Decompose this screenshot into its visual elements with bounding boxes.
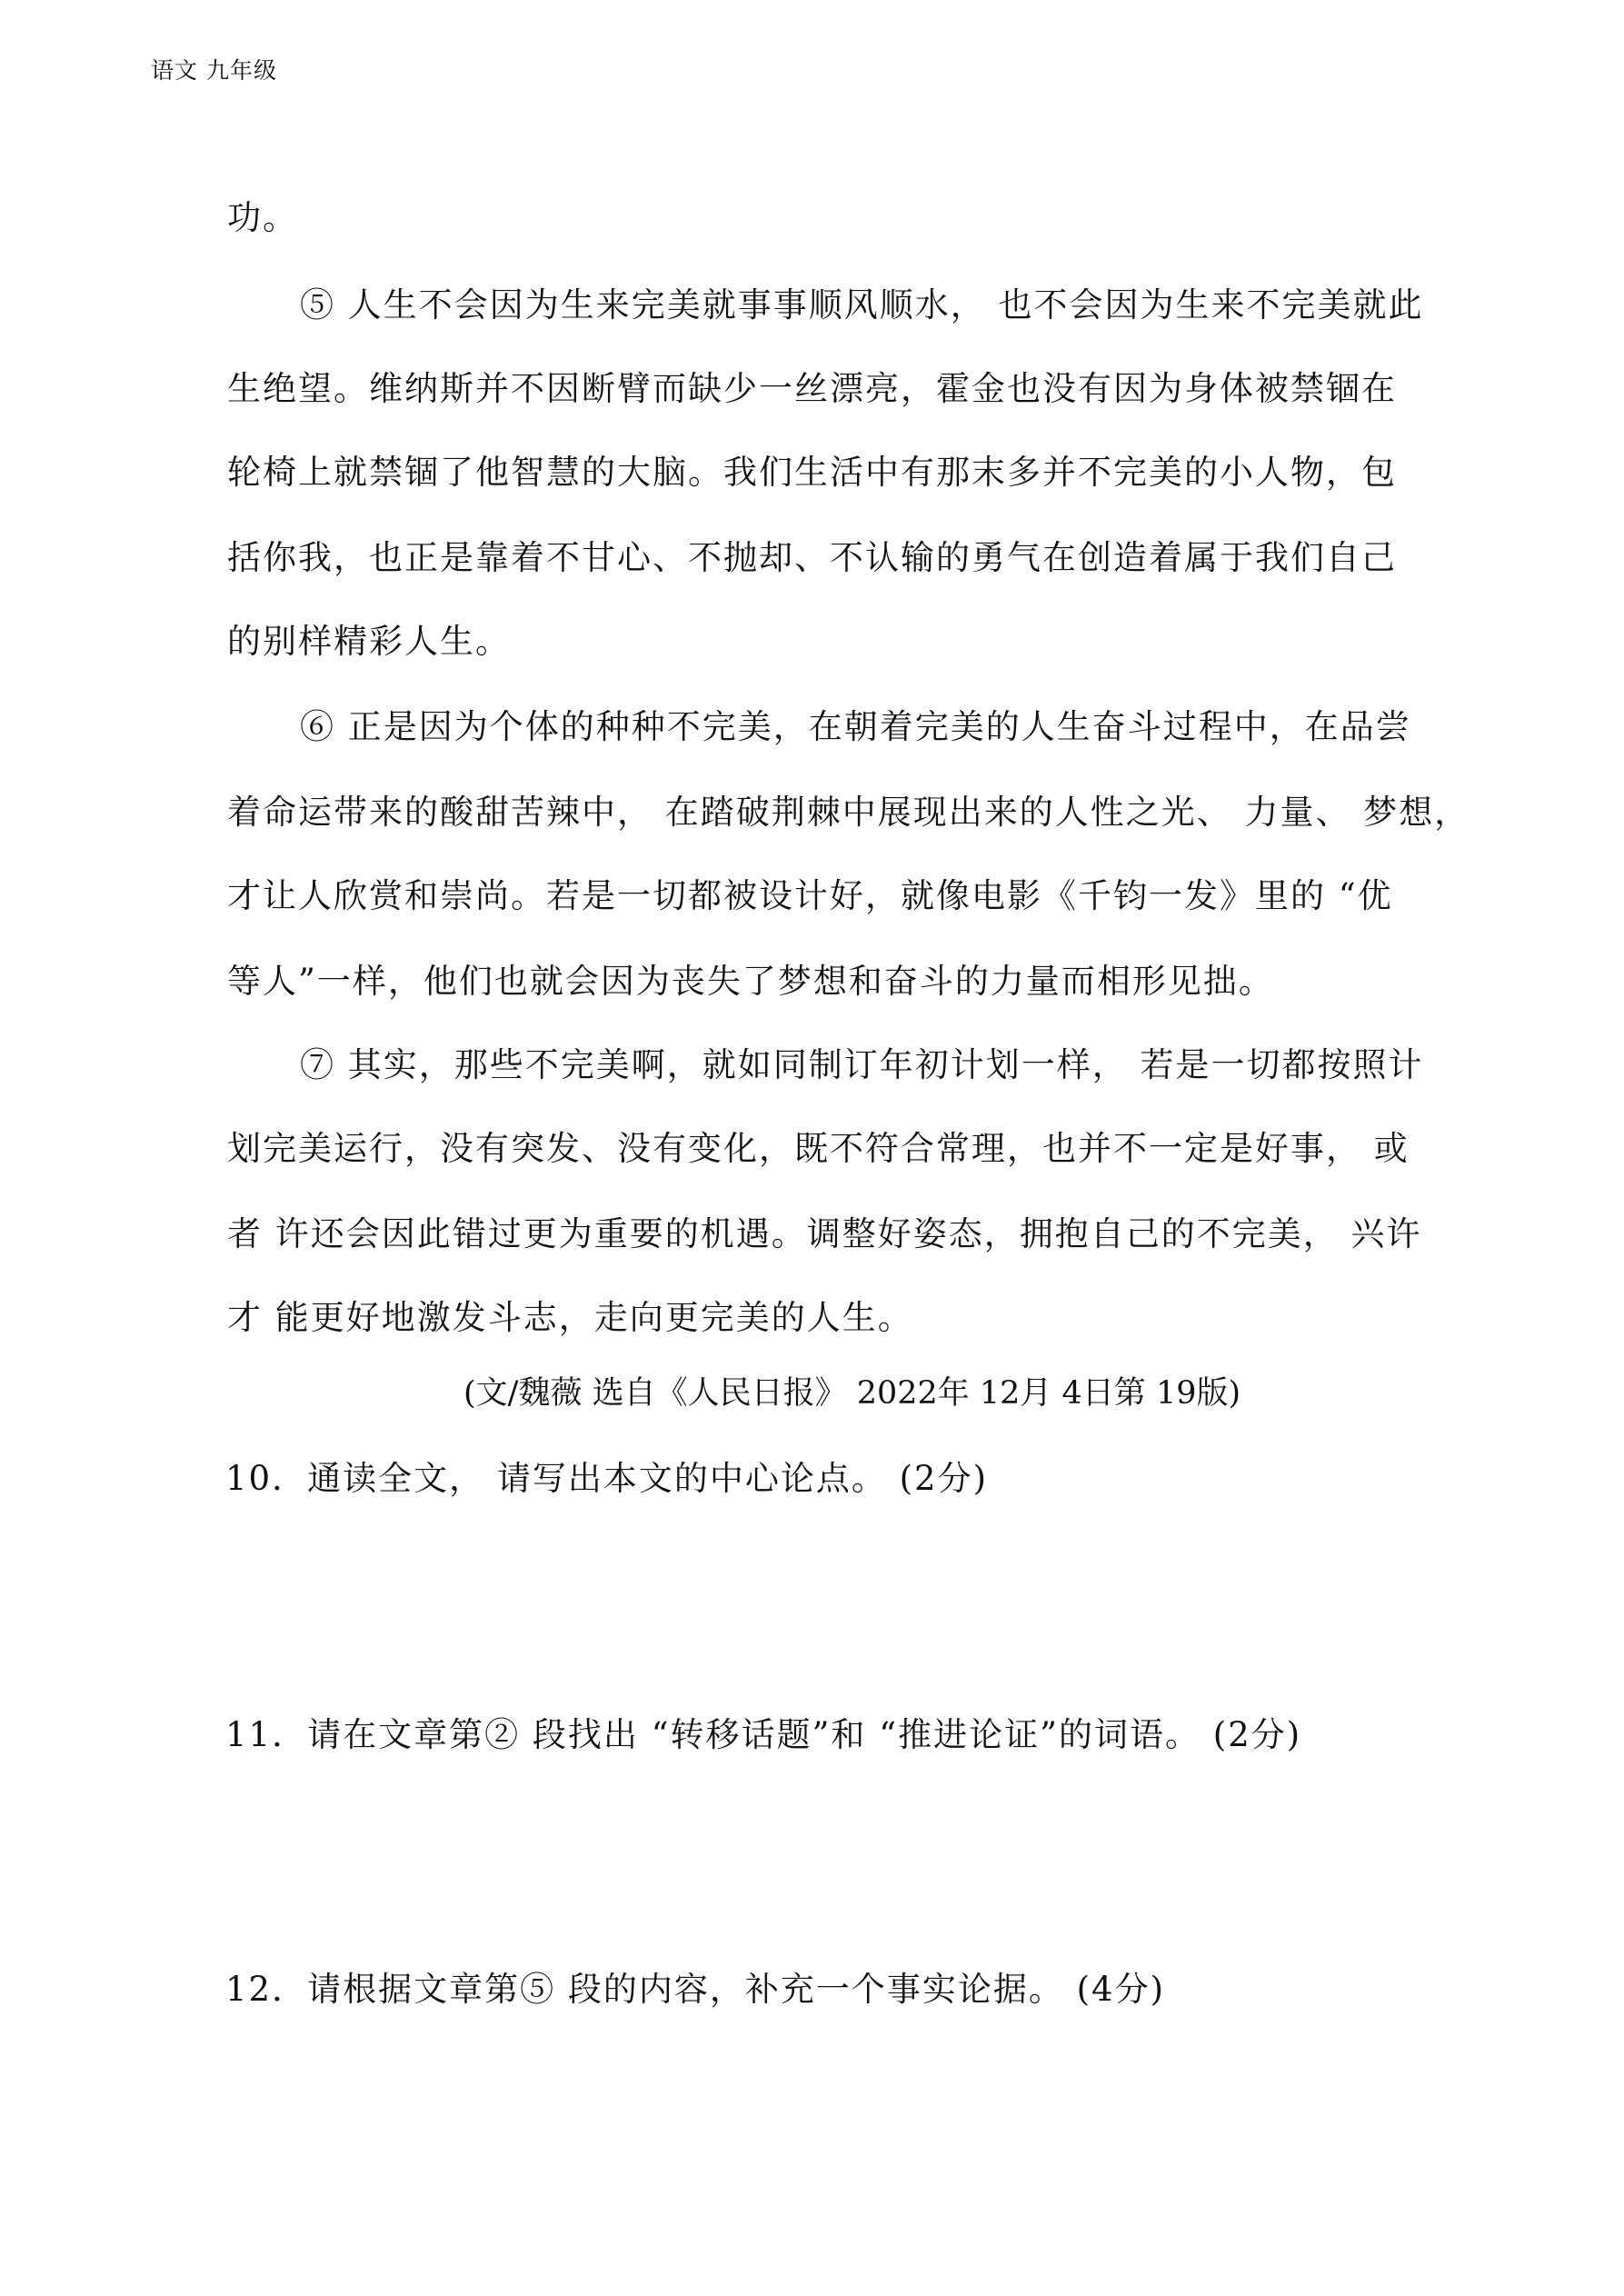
paragraph-line: 才让人欣赏和崇尚。若是一切都被设计好，就像电影《千钧一发》里的 “优 (227, 876, 1393, 915)
paragraph-line: ⑦ 其实，那些不完美啊，就如同制订年初计划一样， 若是一切都按照计 (300, 1045, 1424, 1084)
paragraph-line: 轮椅上就禁锢了他智慧的大脑。我们生活中有那末多并不完美的小人物，包 (227, 453, 1397, 492)
question-10: 10．通读全文， 请写出本文的中心论点。 (2分) (225, 1459, 989, 1498)
paragraph-line: ⑤ 人生不会因为生来完美就事事顺风顺水， 也不会因为生来不完美就此 (300, 285, 1424, 324)
paragraph-line: 着命运带来的酸甜苦辣中， 在踏破荆棘中展现出来的人性之光、 力量、 梦想， (227, 793, 1470, 832)
paragraph-line: 划完美运行，没有突发、没有变化，既不符合常理，也并不一定是好事， 或 (227, 1129, 1410, 1168)
paragraph-line: 等人”一样，他们也就会因为丧失了梦想和奋斗的力量而相形见拙。 (227, 962, 1274, 1001)
page-header: 语文 九年级 (151, 57, 277, 84)
article-source: (文/魏薇 选自《人民日报》 2022年 12月 4日第 19版) (463, 1375, 1241, 1412)
paragraph-line: 的别样精彩人生。 (227, 622, 511, 661)
question-11: 11．请在文章第② 段找出 “转移话题”和 “推进论证”的词语。 (2分) (225, 1715, 1302, 1754)
paragraph-line: 才 能更好地激发斗志，走向更完美的人生。 (227, 1298, 913, 1337)
paragraph-line: ⑥ 正是因为个体的种种不完美，在朝着完美的人生奋斗过程中，在品尝 (300, 707, 1411, 746)
question-12: 12．请根据文章第⑤ 段的内容，补充一个事实论据。 (4分) (225, 1970, 1166, 2009)
paragraph-line: 括你我，也正是靠着不甘心、不抛却、不认输的勇气在创造着属于我们自己 (227, 538, 1397, 577)
paragraph-line: 者 许还会因此错过更为重要的机遇。调整好姿态，拥抱自己的不完美， 兴许 (227, 1214, 1422, 1253)
paragraph-line: 生绝望。维纳斯并不因断臂而缺少一丝漂亮，霍金也没有因为身体被禁锢在 (227, 369, 1397, 408)
paragraph-line: 功。 (227, 198, 298, 237)
